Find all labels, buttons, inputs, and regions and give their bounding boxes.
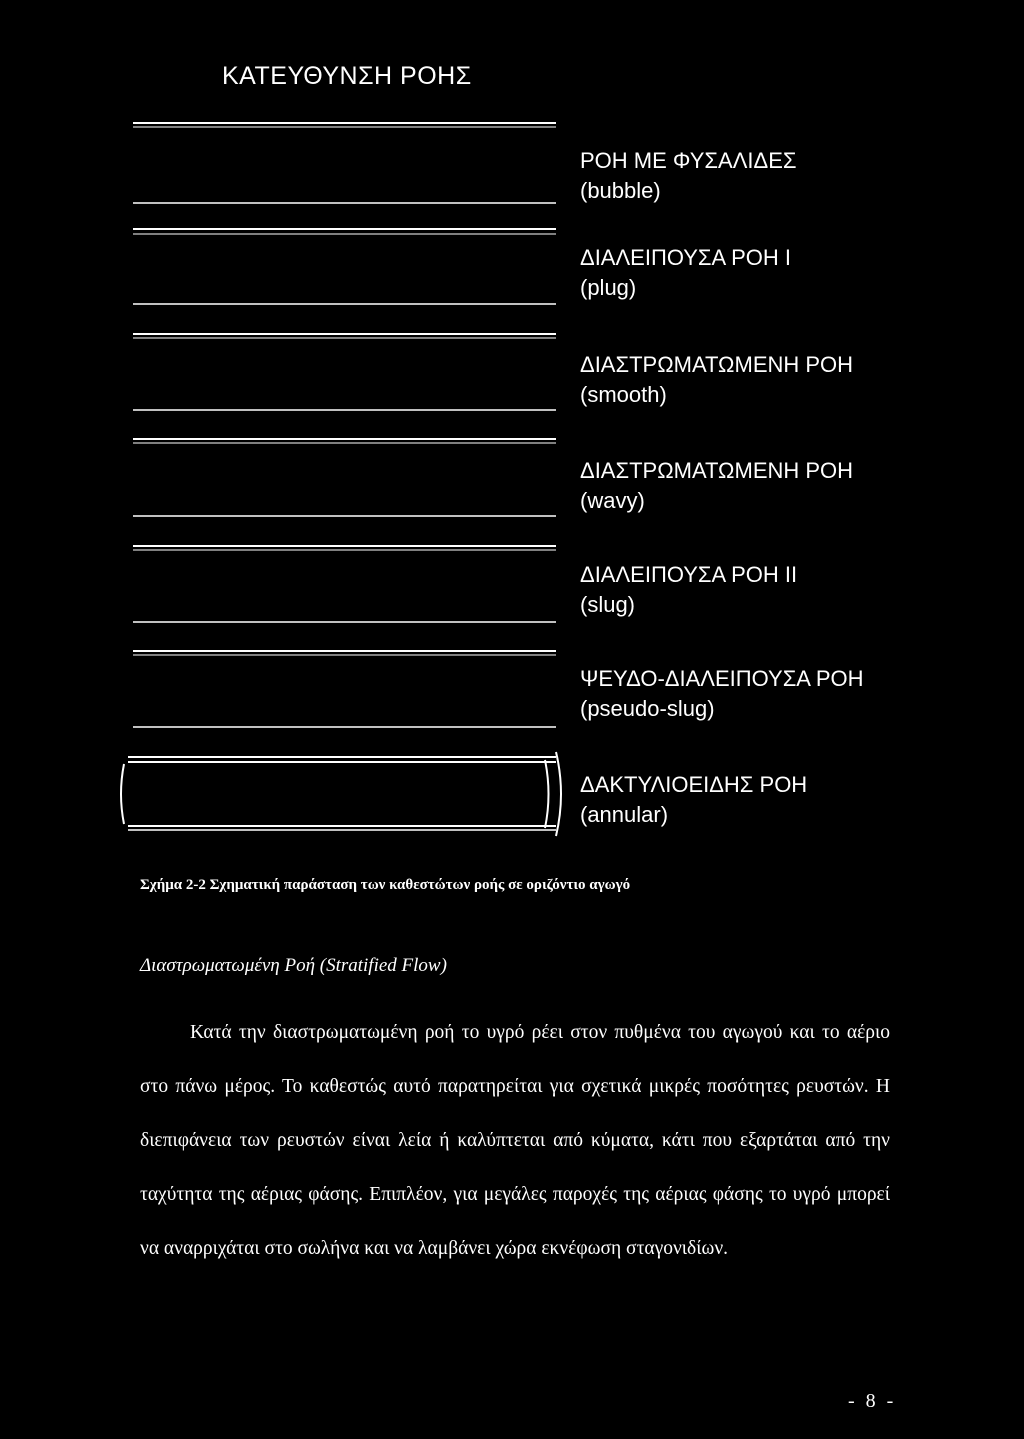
flow-name: ΔΙΑΣΤΡΩΜΑΤΩΜΕΝΗ ΡΟΗ	[580, 458, 854, 483]
flow-name: ΔΑΚΤΥΛΙΟΕΙΔΗΣ ΡΟΗ	[580, 772, 808, 797]
flow-name: ΨΕΥΔΟ-ΔΙΑΛΕΙΠΟΥΣΑ ΡΟΗ	[580, 666, 864, 691]
flow-label-bubble	[580, 146, 796, 206]
page-number: - 8 -	[848, 1390, 897, 1412]
flow-label-wavy	[580, 456, 853, 516]
flow-english: (slug)	[580, 592, 636, 617]
section-title: Διαστρωματωμένη Ροή (Stratified Flow)	[140, 955, 447, 976]
flow-english: (wavy)	[580, 488, 645, 513]
flow-name: ΔΙΑΣΤΡΩΜΑΤΩΜΕΝΗ ΡΟΗ	[580, 352, 854, 377]
flow-label-pseudo-slug	[580, 664, 864, 724]
flow-name: ΔΙΑΛΕΙΠΟΥΣΑ ΡΟΗ ΙΙ	[580, 562, 798, 587]
pipe-smooth	[133, 334, 556, 410]
flow-name: ΡΟΗ ΜΕ ΦΥΣΑΛΙΔΕΣ	[580, 148, 797, 173]
pipe-bubble	[133, 123, 556, 203]
body-paragraph: Κατά την διαστρωματωμένη ροή το υγρό ρέει στον πυθμένα του αγωγού και το αέριο στο πάνω μέρος. Το καθεστώς αυτό παρατηρείται για σχετικά μικρές ποσότητες ρευστών. Η διεπιφάνεια των ρευστών είναι λεία ή καλύπτεται από κύματα, κάτι που εξαρτάται από την ταχύτητα της αέριας φάσης. Επιπλέον, για μεγάλες παροχές της αέριας φάσης το υγρό μπορεί να αναρριχάται στο σωλήνα και να λαμβάνει χώρα εκνέφωση σταγονιδίων.	[140, 1022, 890, 1259]
figure-caption: Σχήμα 2-2 Σχηματική παράσταση των καθεστώτων ροής σε οριζόντιο αγωγό	[140, 877, 631, 893]
flow-english: (annular)	[580, 802, 669, 827]
flow-english: (bubble)	[580, 178, 661, 203]
flow-english: (plug)	[580, 275, 637, 300]
pipe-annular	[121, 752, 561, 836]
flow-english: (pseudo-slug)	[580, 696, 715, 721]
flow-name: ΔΙΑΛΕΙΠΟΥΣΑ ΡΟΗ Ι	[580, 245, 791, 270]
pipe-plug	[133, 229, 556, 304]
flow-label-smooth	[580, 350, 853, 410]
flow-english: (smooth)	[580, 382, 667, 407]
pipe-slug	[133, 546, 556, 622]
flow-label-annular	[580, 770, 807, 830]
pipe-pseudo-slug	[133, 651, 556, 727]
flow-label-plug	[580, 243, 791, 303]
diagram-heading: ΚΑΤΕΥΘΥΝΣΗ ΡΟΗΣ	[222, 62, 472, 90]
pipe-wavy	[133, 439, 556, 516]
flow-label-slug	[580, 560, 797, 620]
